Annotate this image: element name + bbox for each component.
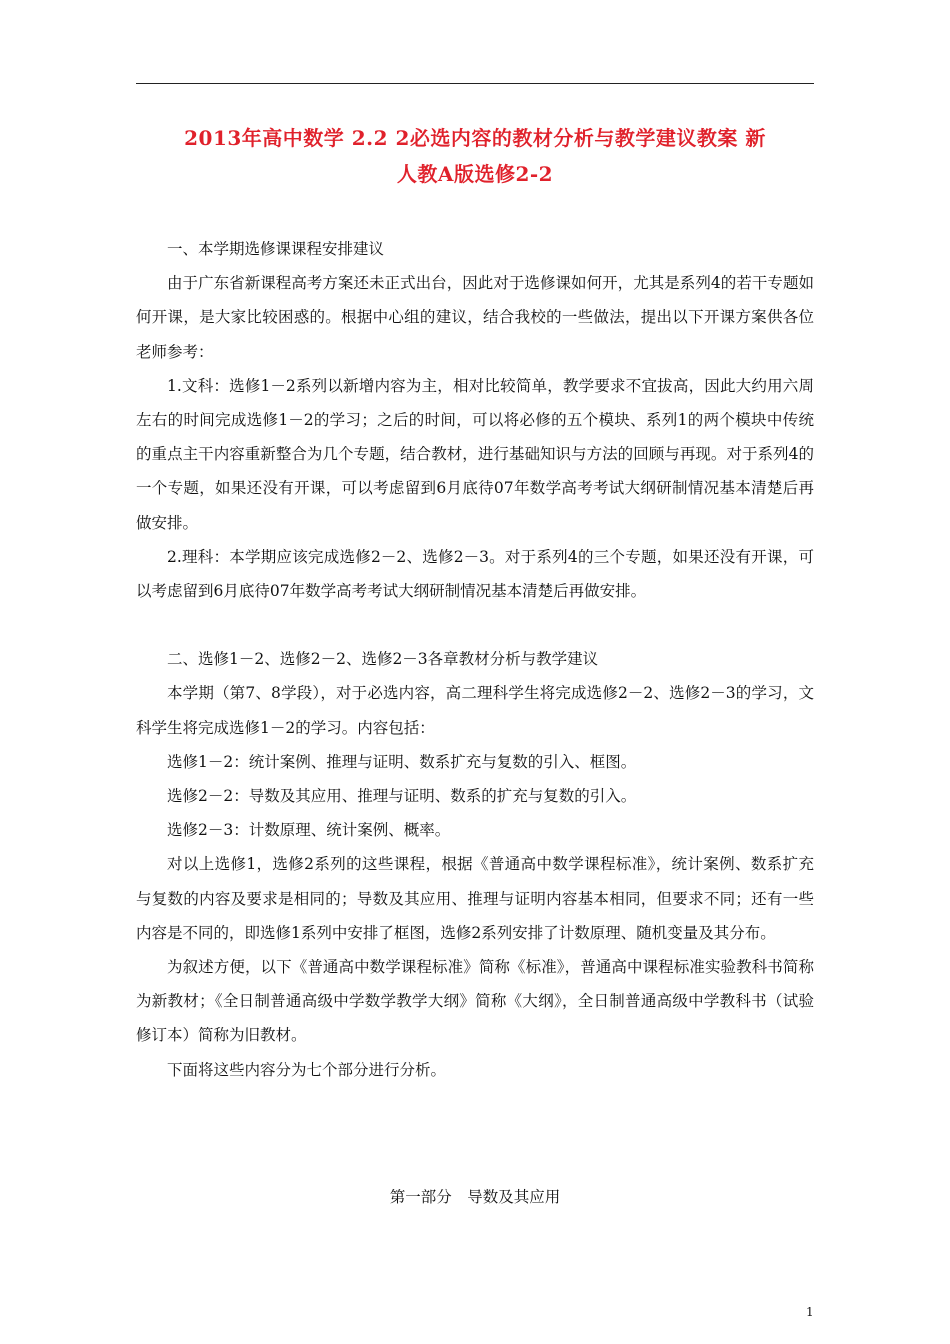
section-heading-1: 一、本学期选修课课程安排建议 [167, 240, 385, 258]
paragraph: 1.文科：选修1－2系列以新增内容为主，相对比较简单，教学要求不宜拔高，因此大约用六周左右的时间完成选修1－2的学习；之后的时间，可以将必修的五个模块、系列1的两个模块中传统的重点主干内容重新整合为几个专题，结合教材，进行基础知识与方法的回顾与再现。对于系列4的一个专题，如果还没有开课，可以考虑留到6月底待07年数学高考考试大纲研制情况基本清楚后再做安排。 [136, 376, 814, 532]
part-heading: 第一部分 导数及其应用 [389, 1188, 561, 1206]
paragraph: 本学期（第7、8学段），对于必选内容，高二理科学生将完成选修2－2、选修2－3的学习，文科学生将完成选修1－2的学习。内容包括： [136, 684, 814, 737]
paragraph: 对以上选修1，选修2系列的这些课程，根据《普通高中数学课程标准》，统计案例、数系扩充与复数的内容及要求是相同的；导数及其应用、推理与证明内容基本相同，但要求不同；还有一些内容是不同的，即选修1系列中安排了框图，选修2系列安排了计数原理、随机变量及其分布。 [136, 855, 814, 942]
page-number: 1 [806, 1305, 814, 1319]
paragraph: 为叙述方便，以下《普通高中数学课程标准》简称《标准》，普通高中课程标准实验教科书简称为新教材；《全日制普通高级中学数学教学大纲》简称《大纲》，全日制普通高级中学教科书（试验修订本）简称为旧教材。 [136, 958, 814, 1045]
section-heading-2: 二、选修1－2、选修2－2、选修2－3各章教材分析与教学建议 [167, 650, 599, 669]
paragraph: 由于广东省新课程高考方案还未正式出台，因此对于选修课如何开，尤其是系列4的若干专题如何开课，是大家比较困惑的。根据中心组的建议，结合我校的一些做法，提出以下开课方案供各位老师参考： [136, 274, 814, 361]
title-line-2: 人教A版选修2-2 [396, 162, 554, 186]
paragraph: 选修2－2：导数及其应用、推理与证明、数系的扩充与复数的引入。 [167, 787, 637, 806]
document-title [136, 120, 814, 192]
paragraph: 2.理科：本学期应该完成选修2－2、选修2－3。对于系列4的三个专题，如果还没有开课，可以考虑留到6月底待07年数学高考考试大纲研制情况基本清楚后再做安排。 [136, 547, 814, 601]
header-rule [136, 83, 814, 84]
title-line-1: 2013年高中数学 2.2 2必选内容的教材分析与教学建议教案 新 [184, 126, 766, 150]
document-body [136, 232, 814, 1087]
paragraph: 下面将这些内容分为七个部分进行分析。 [167, 1060, 447, 1079]
paragraph: 选修2－3：计数原理、统计案例、概率。 [167, 821, 451, 840]
paragraph: 选修1－2：统计案例、推理与证明、数系扩充与复数的引入、框图。 [167, 752, 637, 771]
section-gap [136, 608, 814, 642]
